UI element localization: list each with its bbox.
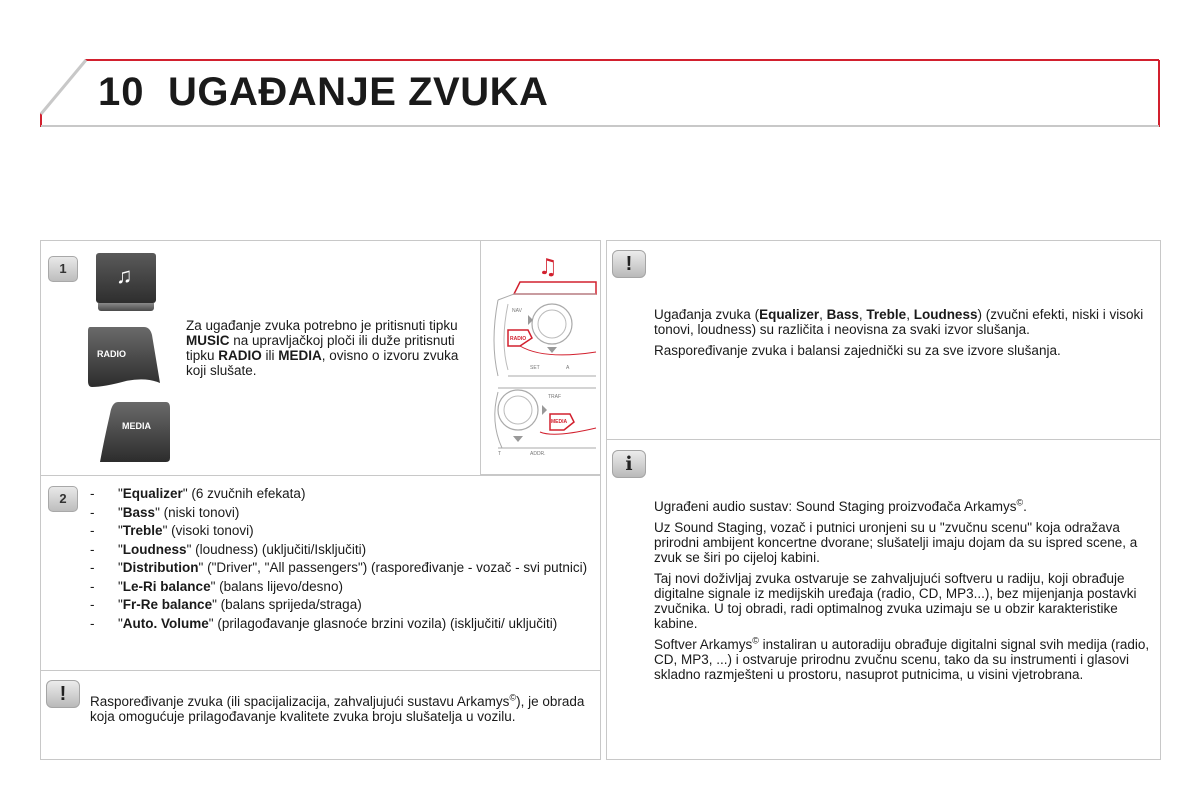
- right-info-text: [654, 499, 1154, 688]
- list-item: [90, 542, 595, 558]
- text-part: .: [1023, 499, 1027, 514]
- copyright-mark: ©: [752, 635, 759, 646]
- quote: ": [198, 560, 204, 575]
- text-part: Softver Arkamys: [654, 637, 753, 652]
- quote: ": [162, 523, 168, 538]
- radio-button: [86, 325, 162, 389]
- list-dash: -: [90, 541, 95, 557]
- media-button: [96, 400, 172, 464]
- bass-label: Bass: [826, 307, 859, 322]
- equalizer-label: Equalizer: [759, 307, 820, 322]
- text-part: ,: [819, 307, 827, 322]
- setting-name: Fr-Re balance: [122, 597, 213, 612]
- right-divider: [606, 439, 1161, 440]
- warning-icon: !: [612, 250, 646, 278]
- quote: ": [118, 560, 123, 575]
- setting-name: Distribution: [122, 560, 199, 575]
- setting-description: (6 zvučnih efekata): [187, 486, 306, 501]
- quote: ": [186, 541, 192, 557]
- setting-name: Treble: [122, 523, 163, 538]
- diagram-label-nav: NAV: [512, 308, 522, 314]
- text-part: instaliran u autoradiju obrađuje digitalni signal svih medija (radio, CD, MP3, ...) i ostvaruje prirodnu zvučnu scenu, tako da su instrumenti i glasovi skladno razmješteni u prostoru, nasuprot putnicima, u visini vjetrobrana.: [654, 637, 1150, 682]
- diagram-label-radio: RADIO: [510, 336, 527, 342]
- control-panel-drawing: [484, 252, 598, 472]
- step-2-badge: 2: [48, 486, 78, 512]
- loudness-label: Loudness: [913, 307, 978, 322]
- quote: ": [155, 504, 160, 520]
- setting-description: (prilagođavanje glasnoće brzini vozila) (isključiti/ uključiti): [213, 615, 558, 631]
- diagram-label-traf: TRAF: [548, 394, 562, 400]
- music-note-icon-red: ♫: [538, 255, 558, 280]
- copyright-mark: ©: [509, 692, 517, 703]
- list-dash: -: [90, 523, 95, 538]
- diagram-label-a: A: [566, 365, 570, 371]
- text-part: ,: [858, 307, 867, 322]
- setting-name: Loudness: [122, 541, 187, 557]
- step-1-text-part: na upravljačkoj ploči ili duže pritisnuti tipku: [186, 333, 455, 363]
- right-info-paragraph-1: [654, 499, 1154, 514]
- left-divider-note: [40, 670, 601, 671]
- quote: ": [118, 504, 123, 520]
- list-item: [90, 616, 595, 632]
- setting-description: ("Driver", "All passengers") (raspoređivanje - vozač - svi putnici): [203, 560, 588, 575]
- left-warning-text: [90, 694, 590, 724]
- quote: ": [212, 597, 217, 612]
- setting-name: Equalizer: [122, 486, 183, 501]
- step-1-text-part: Za ugađanje zvuka potrebno je pritisnuti tipku: [186, 318, 458, 333]
- treble-label: Treble: [866, 307, 907, 322]
- step-1-text-part: ili: [261, 348, 279, 363]
- text-part: ) (zvučni efekti, niski i visoki tonovi, loudness) su različita i neovisna za svaki izvor slušanja.: [654, 307, 1144, 337]
- diagram-label-addr: ADDR.: [530, 451, 546, 457]
- quote: ": [118, 578, 123, 594]
- music-key-label: MUSIC: [186, 333, 230, 348]
- quote: ": [118, 615, 123, 631]
- text-part: Ugađanja zvuka (: [654, 307, 760, 322]
- right-info-paragraph-4: [654, 637, 1154, 682]
- right-warning-text: [654, 307, 1154, 364]
- quote: ": [118, 541, 123, 557]
- list-dash: -: [90, 597, 95, 612]
- radio-key-label: RADIO: [218, 348, 262, 363]
- step-1-text: [186, 318, 478, 378]
- warning-icon: !: [46, 680, 80, 708]
- right-info-paragraph-3: Taj novi doživljaj zvuka ostvaruje se zahvaljujući softveru u radiju, koji obrađuje digitalne signale iz medijskih uređaja (radio, CD, MP3...), bez mijenjanja postavki zvučnika. U toj obradi, radi optimalnog zvuka uzimaju se u obzir karakteristike kabine.: [654, 571, 1137, 631]
- list-item: [90, 486, 595, 502]
- copyright-mark: ©: [1016, 497, 1024, 508]
- list-dash: -: [90, 560, 95, 575]
- left-warning-part: Raspoređivanje zvuka (ili spacijalizacija, zahvaljujući sustavu Arkamys: [90, 694, 510, 709]
- diagram-label-t: T: [498, 451, 502, 457]
- setting-description: (balans lijevo/desno): [215, 578, 343, 594]
- media-key-label: MEDIA: [278, 348, 322, 363]
- quote: ": [210, 578, 216, 594]
- quote: ": [118, 486, 123, 501]
- right-info-paragraph-2: Uz Sound Staging, vozač i putnici uronjeni su u "zvučnu scenu" koja odražava prirodni ambijent koncertne dvorane; slušatelji imaju dojam da su ispred scene, a zvuk se širi po cijeloj kabini.: [654, 520, 1138, 565]
- diagram-label-set: SET: [530, 365, 540, 371]
- music-note-icon: ♫: [116, 263, 133, 288]
- left-divider-step2: [40, 475, 601, 476]
- setting-description: (loudness) (uključiti/Isključiti): [191, 541, 367, 557]
- music-button-lip: [98, 303, 154, 311]
- step-1-badge: 1: [48, 256, 78, 282]
- setting-description: (visoki tonovi): [167, 523, 254, 538]
- setting-name: Auto. Volume: [122, 615, 209, 631]
- chapter-number: 10: [98, 70, 145, 114]
- list-item: [90, 505, 595, 521]
- sound-settings-list: [90, 486, 595, 634]
- list-item: [90, 597, 595, 613]
- list-dash: -: [90, 504, 95, 520]
- setting-name: Le-Ri balance: [122, 578, 211, 594]
- right-warning-paragraph-2: Raspoređivanje zvuka i balansi zajednički su za sve izvore slušanja.: [654, 343, 1061, 358]
- list-item: [90, 579, 595, 595]
- list-dash: -: [90, 578, 95, 594]
- setting-name: Bass: [122, 504, 156, 520]
- setting-description: (niski tonovi): [159, 504, 240, 520]
- music-button: [96, 253, 156, 303]
- chapter-title: UGAĐANJE ZVUKA: [168, 70, 549, 114]
- list-dash: -: [90, 486, 95, 501]
- right-warning-paragraph-1: [654, 307, 1154, 337]
- quote: ": [182, 486, 188, 501]
- text-part: Ugrađeni audio sustav: Sound Staging proizvođača Arkamys: [654, 499, 1017, 514]
- step-1-text-part: , ovisno o izvoru zvuka koji slušate.: [186, 348, 459, 378]
- quote: ": [208, 615, 214, 631]
- list-item: [90, 523, 595, 539]
- diagram-label-media: MEDIA: [551, 419, 568, 425]
- list-dash: -: [90, 615, 95, 631]
- quote: ": [118, 523, 123, 538]
- list-item: [90, 560, 595, 576]
- radio-button-label: RADIO: [97, 349, 126, 359]
- setting-description: (balans sprijeda/straga): [216, 597, 362, 612]
- left-warning-part: ), je obrada koja omogućuje prilagođavanje kvalitete zvuka broju slušatelja u vozilu.: [90, 694, 585, 724]
- media-button-label: MEDIA: [122, 421, 151, 431]
- info-icon: i: [612, 450, 646, 478]
- text-part: ,: [906, 307, 914, 322]
- quote: ": [118, 597, 123, 612]
- control-panel-diagram: [484, 252, 598, 472]
